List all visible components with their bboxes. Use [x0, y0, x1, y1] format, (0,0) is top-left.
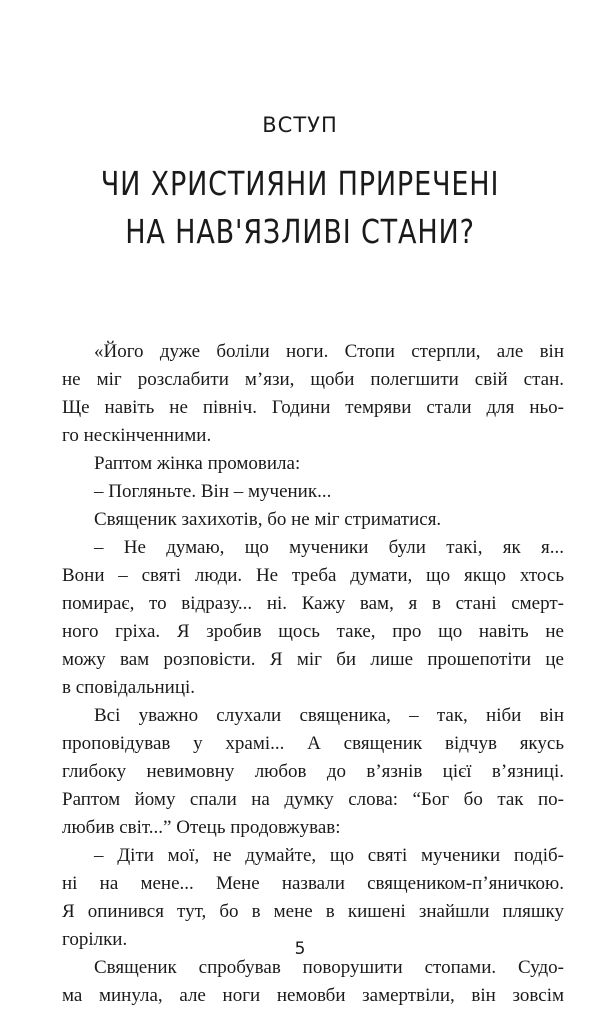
text-line: помирає, то відразу... ні. Кажу вам, я в стані смерт-	[62, 593, 564, 614]
text-line: можу вам розповісти. Я міг би лише прошепотіти це	[62, 649, 564, 670]
text-line: горілки.	[62, 929, 128, 950]
text-line: Раптом йому спали на думку слова: “Бог бо так по-	[62, 789, 564, 810]
chapter-heading-line: ЧИ ХРИСТИЯНИ ПРИРЕЧЕНІ	[100, 164, 500, 203]
text-line: Священик захихотів, бо не міг стриматися.	[94, 509, 442, 530]
text-line: ного гріха. Я зробив щось таке, про що навіть не	[62, 621, 564, 642]
text-line: – Діти мої, не думайте, що святі мученики подіб-	[94, 845, 564, 866]
text-line: не міг розслабити м’язи, щоби полегшити свій стан.	[62, 369, 564, 390]
text-line: ні на мене... Мене назвали священиком-п’яничкою.	[62, 873, 564, 894]
text-line: ма минула, але ноги немовби замертвіли, він зовсім	[62, 985, 564, 1006]
text-line: любив світ...” Отець продовжував:	[62, 817, 341, 838]
section-label: ВСТУП	[262, 113, 338, 137]
text-line: – Погляньте. Він – мученик...	[94, 481, 332, 502]
page-number: 5	[294, 939, 306, 959]
text-line: Всі уважно слухали священика, – так, ніби він	[94, 705, 564, 726]
text-line: – Не думаю, що мученики були такі, як я...	[94, 537, 564, 558]
text-line: Я опинився тут, бо в мене в кишені знайшли пляшку	[62, 901, 564, 922]
text-line: «Його дуже боліли ноги. Стопи стерпли, але він	[94, 341, 564, 362]
text-line: Ще навіть не північ. Години темряви стали для ньо-	[62, 397, 564, 418]
text-line: Раптом жінка промовила:	[94, 453, 301, 474]
text-line: глибоку невимовну любов до в’язнів цієї в’язниці.	[62, 761, 564, 782]
text-line: Священик спробував поворушити стопами. Судо-	[94, 957, 564, 978]
text-line: Вони – святі люди. Не треба думати, що якщо хтось	[62, 565, 564, 586]
text-line: го нескінченними.	[62, 425, 212, 446]
text-line: в сповідальниці.	[62, 677, 196, 698]
body-text	[62, 338, 564, 1010]
text-line: проповідував у храмі... А священик відчув якусь	[62, 733, 564, 754]
chapter-heading	[54, 160, 546, 256]
chapter-heading-line: НА НАВ'ЯЗЛИВІ СТАНИ?	[125, 212, 475, 251]
